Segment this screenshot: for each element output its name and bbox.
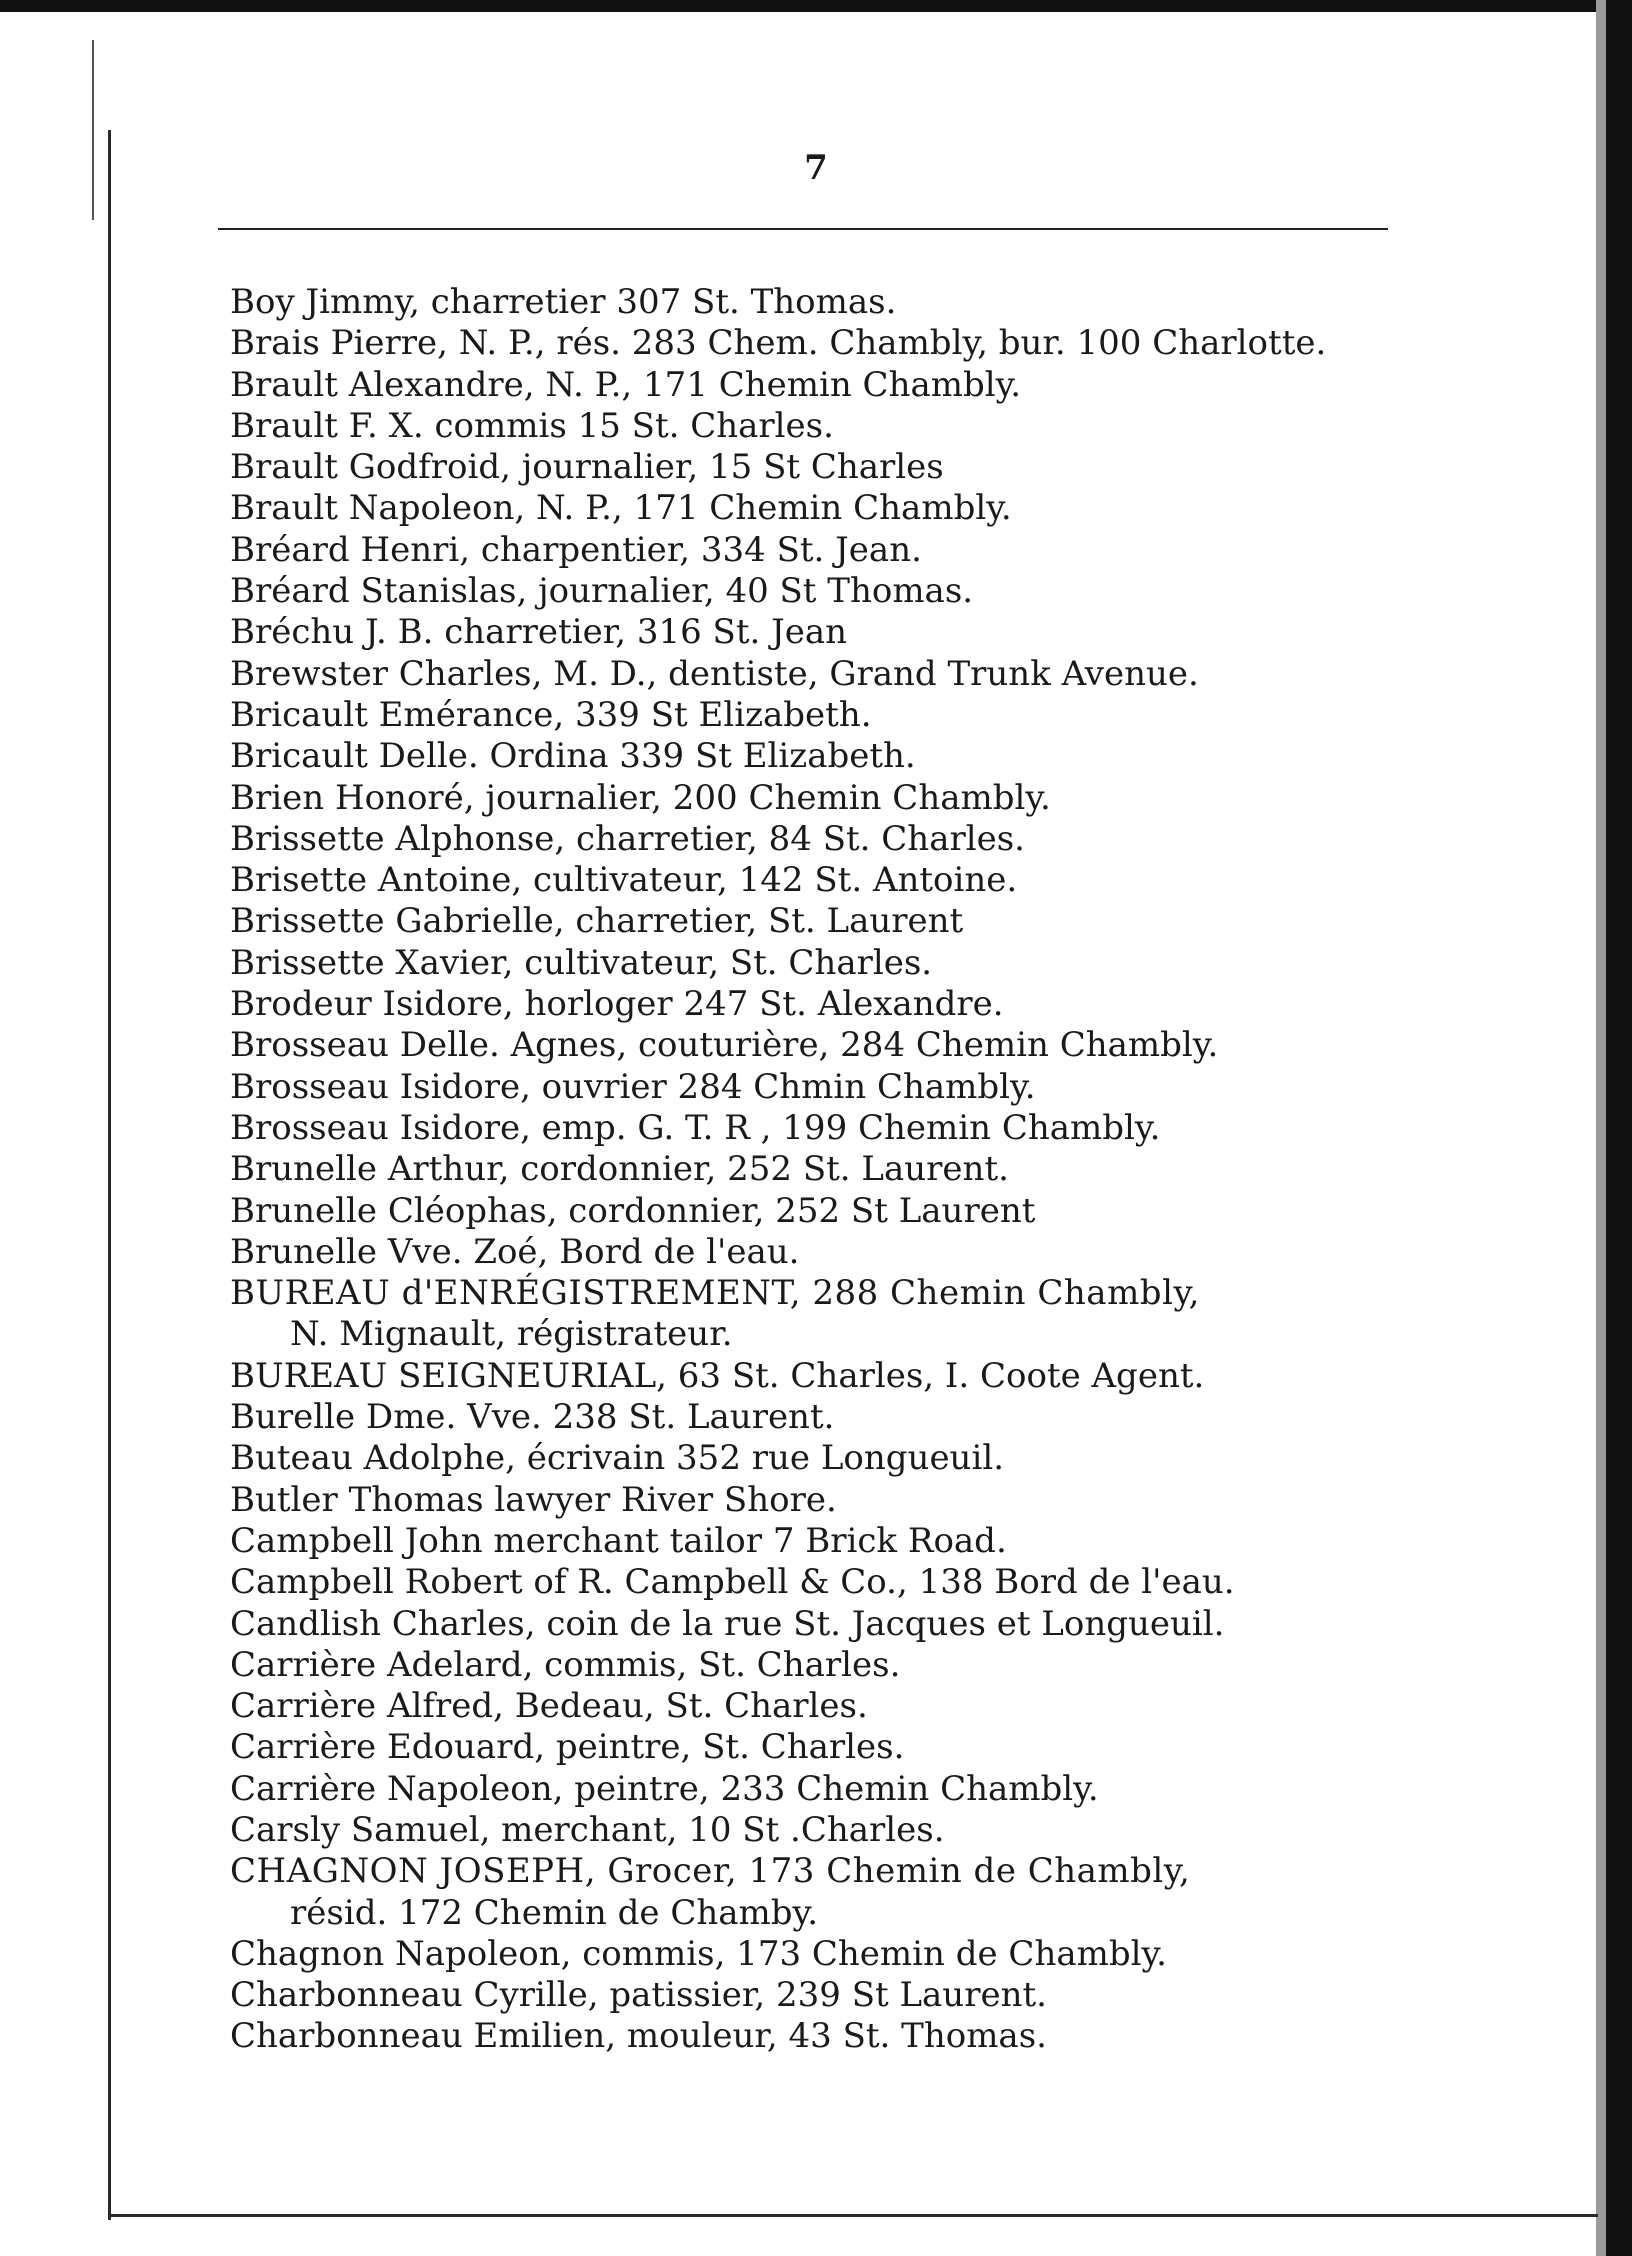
list-item: Brissette Alphonse, charretier, 84 St. Charles.	[230, 818, 1025, 859]
list-item: Campbell Robert of R. Campbell & Co., 138 Bord de l'eau.	[230, 1562, 1235, 1603]
list-item: Bricault Delle. Ordina 339 St Elizabeth.	[230, 736, 916, 777]
scan-right-shadow	[1596, 0, 1606, 2256]
list-item: Brissette Gabrielle, charretier, St. Laurent	[230, 901, 964, 942]
list-item: Bréard Henri, charpentier, 334 St. Jean.	[230, 529, 922, 570]
list-item: Brisette Antoine, cultivateur, 142 St. Antoine.	[230, 860, 1018, 901]
list-item: Brunelle Vve. Zoé, Bord de l'eau.	[230, 1231, 800, 1272]
list-item: Brunelle Cléophas, cordonnier, 252 St Laurent	[230, 1190, 1036, 1231]
list-item: Carrière Napoleon, peintre, 233 Chemin Chambly.	[230, 1768, 1099, 1809]
list-item: Brunelle Arthur, cordonnier, 252 St. Laurent.	[230, 1149, 1009, 1190]
page-bottom-edge	[108, 2214, 1598, 2217]
scan-top-edge	[0, 0, 1632, 12]
list-item-continuation: résid. 172 Chemin de Chamby.	[290, 1892, 819, 1933]
list-item: Charbonneau Emilien, mouleur, 43 St. Thomas.	[230, 2016, 1047, 2057]
list-item-heading: BUREAU d'ENRÉGISTREMENT, 288 Chemin Chambly,	[230, 1273, 1200, 1314]
list-item: Bricault Emérance, 339 St Elizabeth.	[230, 694, 872, 735]
list-item: Campbell John merchant tailor 7 Brick Road.	[230, 1520, 1007, 1561]
list-item: Carrière Edouard, peintre, St. Charles.	[230, 1727, 905, 1768]
header-rule	[218, 228, 1388, 230]
list-item: Buteau Adolphe, écrivain 352 rue Longueuil.	[230, 1438, 1005, 1479]
list-item: Brosseau Isidore, emp. G. T. R , 199 Chemin Chambly.	[230, 1107, 1161, 1148]
page-gutter-line	[108, 130, 111, 2220]
list-item: Brosseau Isidore, ouvrier 284 Chmin Chambly.	[230, 1066, 1036, 1107]
list-item: Carsly Samuel, merchant, 10 St .Charles.	[230, 1809, 945, 1850]
list-item: Boy Jimmy, charretier 307 St. Thomas.	[230, 282, 897, 322]
list-item: Brault F. X. commis 15 St. Charles.	[230, 405, 834, 446]
list-item: Brault Alexandre, N. P., 171 Chemin Chambly.	[230, 364, 1022, 405]
list-item: Charbonneau Cyrille, patissier, 239 St Laurent.	[230, 1975, 1047, 2016]
list-item: Chagnon Napoleon, commis, 173 Chemin de Chambly.	[230, 1933, 1167, 1974]
list-item: Brissette Xavier, cultivateur, St. Charles.	[230, 942, 933, 983]
list-item: Butler Thomas lawyer River Shore.	[230, 1479, 837, 1520]
list-item-heading: BUREAU SEIGNEURIAL, 63 St. Charles, I. Coote Agent.	[230, 1355, 1205, 1396]
list-item-heading: CHAGNON JOSEPH, Grocer, 173 Chemin de Chambly,	[230, 1851, 1191, 1892]
list-item: Burelle Dme. Vve. 238 St. Laurent.	[230, 1397, 835, 1438]
list-item: Brien Honoré, journalier, 200 Chemin Chambly.	[230, 777, 1051, 818]
list-item: Bréchu J. B. charretier, 316 St. Jean	[230, 612, 848, 653]
list-item: Brais Pierre, N. P., rés. 283 Chem. Chambly, bur. 100 Charlotte.	[230, 323, 1327, 364]
scan-right-edge	[1606, 0, 1632, 2256]
directory-listing	[230, 282, 1395, 2058]
list-item: Bréard Stanislas, journalier, 40 St Thomas.	[230, 571, 974, 612]
page-number: 7	[804, 148, 828, 188]
list-item: Candlish Charles, coin de la rue St. Jacques et Longueuil.	[230, 1603, 1225, 1644]
list-item: Brault Godfroid, journalier, 15 St Charles	[230, 447, 944, 488]
list-item: Brewster Charles, M. D., dentiste, Grand Trunk Avenue.	[230, 653, 1199, 694]
list-item: Brosseau Delle. Agnes, couturière, 284 Chemin Chambly.	[230, 1025, 1219, 1066]
list-item: Brault Napoleon, N. P., 171 Chemin Chambly.	[230, 488, 1012, 529]
list-item-continuation: N. Mignault, régistrateur.	[290, 1314, 733, 1355]
list-item: Carrière Alfred, Bedeau, St. Charles.	[230, 1686, 868, 1727]
list-item: Brodeur Isidore, horloger 247 St. Alexandre.	[230, 984, 1004, 1025]
list-item: Carrière Adelard, commis, St. Charles.	[230, 1644, 901, 1685]
binding-mark	[92, 40, 94, 220]
